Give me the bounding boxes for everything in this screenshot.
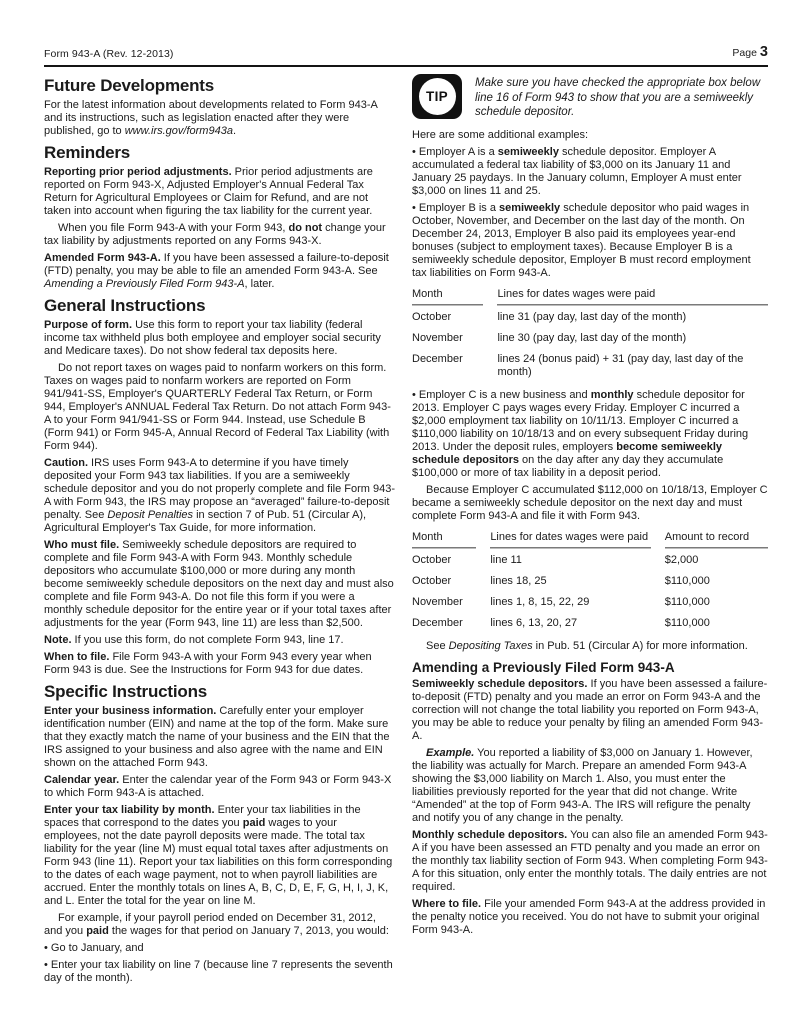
paragraph: Here are some additional examples: xyxy=(412,128,589,141)
table-body xyxy=(412,549,768,633)
section-heading: Specific Instructions xyxy=(44,682,208,702)
right-column xyxy=(412,71,768,989)
table-row xyxy=(412,306,768,327)
table-row xyxy=(412,549,768,570)
table-cell: lines 6, 13, 20, 27 xyxy=(490,616,578,629)
table-cell: $110,000 xyxy=(664,595,710,608)
paragraph: Example. You reported a liability of $3,000 on January 1. However, the liability was actually for March. Prepare an amended Form 943-A showing the $3,000 liability on March 1. Also, you must enter the liabilities previously reported for the year that did not change. Write “Amended” at the top of Form 943-A. The IRS will refigure the penalty and notify you of any change in the penalty. xyxy=(412,747,753,825)
paragraph: Where to file. File your amended Form 943-A at the address provided in the penalty notice you received. You do not have to submit your original Form 943-A. xyxy=(412,898,766,937)
table-head xyxy=(412,528,768,549)
paragraph: Enter your tax liability by month. Enter your tax liabilities in the spaces that correspond to the dates you paid wages to your employees, not the date payroll deposits were made. The total tax liability for the year (line M) must equal total taxes after adjustments on Form 943 (line 11). Report your tax liabilities on this form corresponding to the dates of each wage payment, not to when payroll liabilities are accrued. Enter the monthly totals on lines A, B, C, D, E, F, G, H, I, J, K, and L. Enter the total for the year on line M. xyxy=(44,804,393,908)
form-number: Form 943-A (Rev. 12-2013) xyxy=(44,48,174,60)
table-header-cell: Lines for dates wages were paid xyxy=(490,528,664,549)
tip-icon-circle xyxy=(419,78,456,115)
left-column xyxy=(44,71,396,989)
paragraph: Calendar year. Enter the calendar year of the Form 943 or Form 943-X to which Form 943-A is attached. xyxy=(44,774,392,800)
paragraph: Monthly schedule depositors. You can also file an amended Form 943-A if you have been assessed an FTD penalty and you made an error on the monthly tax liability section of Form 943. When completing Form 943-A for this situation, only enter the monthly totals. The daily entries are not required. xyxy=(412,829,768,894)
table-header-cell: Amount to record xyxy=(665,528,768,549)
table-cell: $110,000 xyxy=(664,616,710,629)
section-heading: Future Developments xyxy=(44,76,215,95)
table-cell: December xyxy=(412,352,463,365)
table-row xyxy=(412,612,768,633)
paragraph: Semiweekly schedule depositors. If you have been assessed a failure-to-deposit (FTD) penalty and you made an error on Form 943-A and the correction will not change the total liability you reported on Form 943-A, you may be able to reduce your penalty by filing an amended Form 943-A. xyxy=(412,678,768,743)
paragraph: For the latest information about developments related to Form 943-A and its instructions, such as legislation enacted after they were published, go to www.irs.gov/form943a. xyxy=(44,99,378,138)
table-header-cell: Month xyxy=(412,528,490,549)
text-run: Deposit Penalties xyxy=(107,509,194,522)
page-number: 3 xyxy=(759,44,768,60)
text-run: Where to file. xyxy=(412,898,482,911)
text-run: Enter your tax liability by month. xyxy=(44,804,215,817)
table-cell: line 11 xyxy=(490,553,522,566)
paragraph: Because Employer C accumulated $112,000 on 10/18/13, Employer C became a semiweekly schedule depositor on the next day and must complete Form 943-A and file it with Form 943. xyxy=(412,483,768,522)
text-run: Semiweekly schedule depositors. xyxy=(412,678,588,691)
paragraph: When to file. File Form 943-A with your Form 943 every year when Form 943 is due. See the Instructions for Form 943 for due dates. xyxy=(44,651,372,677)
paragraph: Purpose of form. Use this form to report your tax liability (federal income tax withheld plus both employee and employer social security and Medicare taxes). Do not show federal tax deposits here. xyxy=(44,319,381,358)
table-header-row xyxy=(412,528,768,549)
paragraph: Do not report taxes on wages paid to nonfarm workers on this form. Taxes on wages paid to nonfarm workers are reported on Form 941/941-SS, Employer's QUARTERLY Federal Tax Return, or Form 944, Employer's ANNUAL Federal Tax Return. Do not attach Form 943-A to your Form 941/941-SS or Form 944. Instead, use Schedule B (Form 941) or Form 945-A, Annual Record of Federal Tax Liability (with Form 944). xyxy=(44,362,391,453)
section-heading: Reminders xyxy=(44,143,131,163)
table-row xyxy=(412,591,768,612)
table-row xyxy=(412,327,768,348)
table-row xyxy=(412,570,768,591)
paragraph: Enter your business information. Carefully enter your employer identification number (EIN) and name at the top of the form. Make sure that they exactly match the name of your business and the EIN that the IRS assigned to your business and also agree with the name and EIN shown on the attached Form 943. xyxy=(44,705,390,770)
table-cell: October xyxy=(412,574,452,587)
text-run: become semiweekly schedule depositors xyxy=(412,440,723,466)
table-cell: October xyxy=(412,310,452,323)
table-cell: $110,000 xyxy=(664,574,710,587)
text-run: monthly xyxy=(590,388,634,401)
text-run: do not xyxy=(288,222,323,235)
paragraph: Amended Form 943-A. If you have been assessed a failure-to-deposit (FTD) penalty, you may be able to file an amended Form 943-A. See Amending a Previously Filed Form 943-A, later. xyxy=(44,252,389,291)
page-label: Page xyxy=(732,47,757,59)
example-table xyxy=(412,528,768,633)
tip-icon xyxy=(412,74,462,119)
paragraph: See Depositing Taxes in Pub. 51 (Circular A) for more information. xyxy=(426,639,748,652)
bullet-item: • Employer B is a semiweekly schedule depositor who paid wages in October, November, and December on the last day of the month. On December 24, 2013, Employer B also paid its employees year-end bonuses (subject to employment taxes). Because Employer B is a semiweekly schedule depositor, Employer B must record employment tax liabilities on Form 943-A. xyxy=(412,201,751,279)
table-cell: line 30 (pay day, last day of the month) xyxy=(497,331,687,344)
paragraph: When you file Form 943-A with your Form 943, do not change your tax liability by adjustments reported on any Forms 943-X. xyxy=(44,222,386,248)
text-run: Depositing Taxes xyxy=(448,639,533,652)
tip-icon-label: TIP xyxy=(426,89,448,104)
bullet-item: • Go to January, and xyxy=(44,942,144,955)
paragraph: Reporting prior period adjustments. Prior period adjustments are reported on Form 943-X, Adjusted Employer's Annual Federal Tax Return for Agricultural Employees or Claim for Refund, and are not taken into account when figuring the tax liability for the current year. xyxy=(44,166,373,218)
text-run: www.irs.gov/form943a xyxy=(124,125,233,138)
bullet-item: • Employer A is a semiweekly schedule depositor. Employer A accumulated a federal tax liability of $3,000 on its January 11 and January 25 paydays. In the January column, Employer A must enter $3,000 on lines 11 and 25. xyxy=(412,145,742,197)
bullet-item: • Employer C is a new business and monthly schedule depositor for 2013. Employer C pays wages every Friday. Employer C incurred a $2,000 employment tax liability on 10/11/13. Employer C incurred a $110,000 liability on 10/18/13 and on every subsequent Friday during 2013. Under the deposit rules, employers become semiweekly schedule depositors on the day after any day they accumulate $100,000 or more of tax liability in a deposit period. xyxy=(412,388,749,479)
table-body xyxy=(412,306,768,382)
text-run: Amending a Previously Filed Form 943-A xyxy=(44,278,245,291)
table-cell: December xyxy=(412,616,463,629)
table-cell: $2,000 xyxy=(664,553,699,566)
table-row xyxy=(412,348,768,382)
text-run: Monthly schedule depositors. xyxy=(412,829,568,842)
table-header-cell: Lines for dates wages were paid xyxy=(497,285,768,306)
text-run: paid xyxy=(242,817,266,830)
section-heading: General Instructions xyxy=(44,296,206,316)
table-header-cell: Month xyxy=(412,285,497,306)
paragraph: Caution. IRS uses Form 943-A to determine if you have timely deposited your Form 943 tax liabilities. If you are a semiweekly schedule depositor and you do not properly complete and file Form 943-A with Form 943, the IRS may propose an “averaged” failure-to-deposit penalty. See Deposit Penalties in section 7 of Pub. 51 (Circular A), Agricultural Employer's Tax Guide, for more information. xyxy=(44,457,395,535)
tip-text: Make sure you have checked the appropriate box below line 16 of Form 943 to show that you are a semiweekly schedule depositor. xyxy=(475,77,761,118)
example-table xyxy=(412,285,768,382)
table-cell: November xyxy=(412,331,463,344)
paragraph: For example, if your payroll period ended on December 31, 2012, and you paid the wages for that period on January 7, 2013, you would: xyxy=(44,912,389,938)
table-cell: lines 1, 8, 15, 22, 29 xyxy=(490,595,590,608)
text-run: Who must file. xyxy=(44,539,120,552)
text-run: Amended Form 943-A. xyxy=(44,252,161,265)
paragraph: Who must file. Semiweekly schedule depositors are required to complete and file Form 943-A with Form 943. Monthly schedule depositors who accumulate $100,000 or more during any month become semiweekly schedule depositors on the next day and must also complete and file Form 943-A. Do not file this form if you were a monthly schedule depositor for the entire year or if your total taxes after adjustments for the year (Form 943, line 11) are less than $2,500. xyxy=(44,539,394,630)
table-cell: October xyxy=(412,553,452,566)
text-run: paid xyxy=(86,925,109,938)
text-run: Reporting prior period adjustments. xyxy=(44,166,232,179)
text-run: Example. xyxy=(426,747,475,760)
two-column-layout xyxy=(44,71,768,989)
table-header-row xyxy=(412,285,768,306)
text-run: Enter your business information. xyxy=(44,705,217,718)
text-run: semiweekly xyxy=(499,201,561,214)
text-run: Caution. xyxy=(44,457,88,470)
paragraph: Note. If you use this form, do not complete Form 943, line 17. xyxy=(44,634,344,647)
table-cell: lines 24 (bonus paid) + 31 (pay day, last day of the month) xyxy=(497,352,744,378)
table-cell: November xyxy=(412,595,463,608)
bullet-item: • Enter your tax liability on line 7 (because line 7 represents the seventh day of the month). xyxy=(44,959,393,985)
table-cell: lines 18, 25 xyxy=(490,574,547,587)
tip-callout xyxy=(412,74,768,120)
text-run: Note. xyxy=(44,634,72,647)
text-run: Calendar year. xyxy=(44,774,120,787)
table-head xyxy=(412,285,768,306)
text-run: Purpose of form. xyxy=(44,319,133,332)
section-heading: Amending a Previously Filed Form 943-A xyxy=(412,659,675,675)
table-cell: line 31 (pay day, last day of the month) xyxy=(497,310,687,323)
text-run: When to file. xyxy=(44,651,110,664)
text-run: semiweekly xyxy=(497,145,559,158)
page-header xyxy=(44,44,768,67)
page-indicator xyxy=(732,44,768,60)
